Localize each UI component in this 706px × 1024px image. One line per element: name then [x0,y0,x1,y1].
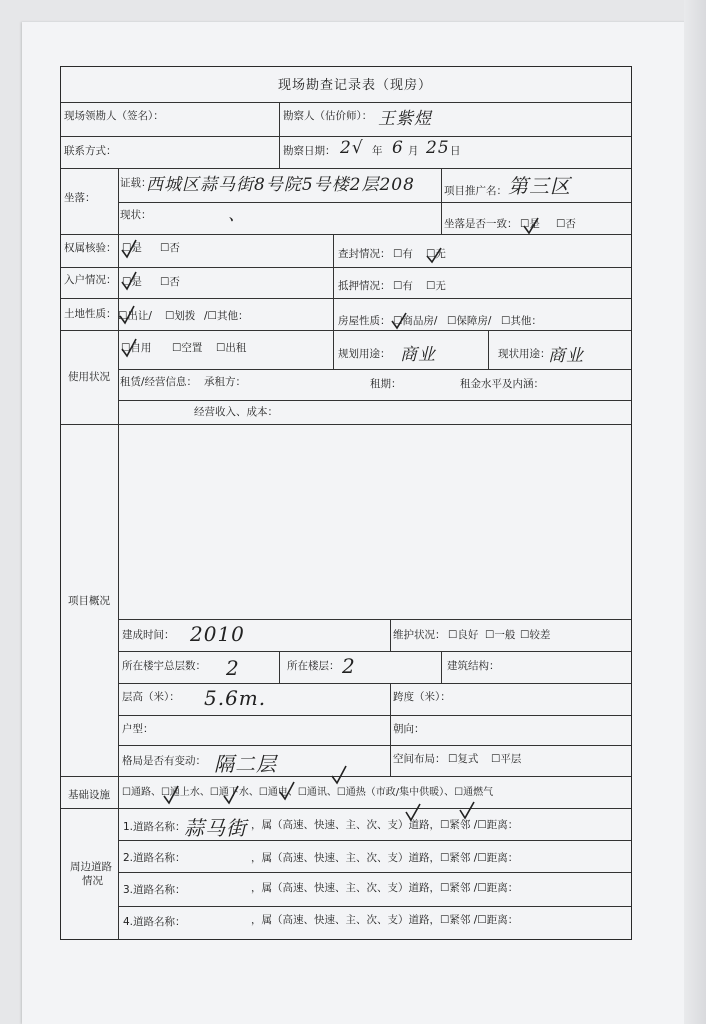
infra-power-check-icon [278,780,296,802]
entry-no[interactable]: ☐否 [160,276,180,288]
usage-rent[interactable]: ☐出租 [216,342,247,354]
date-year-unit: 年 [372,145,383,157]
date-day: 25 [426,138,450,158]
location-label: 坐落： [64,192,96,204]
planned-use-value: 商业 [400,345,436,365]
space-layout-label: 空间布局： [393,753,446,765]
infra-heat-check-icon [404,802,422,824]
lease-term-label: 租期： [370,378,402,390]
road-4-prefix: 4.道路名称： [123,916,186,928]
road-1-name: 蒜马街 [184,816,247,840]
lead-signature-label: 现场领勘人（签名）： [64,110,164,122]
floor-height-label: 层高（米）： [122,691,180,703]
house-commercial-check-icon [390,309,408,331]
date-label: 勘察日期： [283,145,336,157]
total-floors-value: 2 [226,656,240,680]
road-1-suffix: ，属（高速、快速、主、次、支）道路，☐紧邻 /☐距离： [251,819,519,831]
span-label: 跨度（米）： [393,691,451,703]
current-location-label: 现状： [120,209,152,221]
space-flat[interactable]: ☐平层 [491,753,522,765]
location-consistent-label: 坐落是否一致： [444,218,518,230]
infrastructure-options[interactable]: ☐通路、☐通上水、☐通下水、☐通电、☐通讯、☐通热（市政/集中供暖）、☐通燃气 [122,787,494,798]
surveyor-label: 勘察人（估价师）： [283,110,373,122]
space-duplex[interactable]: ☐复式 [448,753,479,765]
date-month-unit: 月 [408,145,419,157]
business-income-label: 经营收入、成本： [194,406,278,418]
floor-value: 2 [342,654,356,678]
land-option-allocation[interactable]: ☐划拨 [165,310,196,322]
cert-label: 证载： [120,177,152,189]
project-name-label: 项目推广名： [444,185,507,197]
entry-yes-check-icon [120,270,138,292]
infra-sewer-check-icon [222,784,240,806]
house-option-commercial[interactable]: ☐商品房/ [393,315,438,327]
maintenance-label: 维护状况： [393,629,446,641]
contact-label: 联系方式： [64,145,117,157]
current-location-value: 、 [228,205,246,225]
land-option-transfer[interactable]: ☐出让/ [118,310,152,322]
actual-use-label: 现状用途： [498,348,551,360]
location-consistent-no[interactable]: ☐否 [556,218,576,230]
mortgage-none[interactable]: ☐无 [426,280,446,292]
land-transfer-check-icon [118,304,136,326]
land-nature-label: 土地性质： [64,308,117,320]
date-day-unit: 日 [450,145,461,157]
floor-height-value: 5.6m. [204,686,267,710]
roads-label-line1: 周边道路 [70,861,112,873]
layout-change-value: 隔二层 [214,752,277,776]
built-time-value: 2010 [190,622,245,646]
infra-water-check-icon [162,784,180,806]
usage-self[interactable]: ☐自用 [121,342,152,354]
cert-address: 西城区蒜马街8号院5号楼2层208 [146,175,415,195]
form-title: 现场勘查记录表（现房） [278,78,433,93]
maintenance-normal[interactable]: ☐一般 [485,629,516,641]
rent-level-label: 租金水平及内涵： [460,378,544,390]
surveyor-signature: 王紫煜 [378,109,432,129]
layout-change-label: 格局是否有变动： [122,755,206,767]
road-4-suffix: ，属（高速、快速、主、次、支）道路，☐紧邻 /☐距离： [251,914,519,926]
house-option-other[interactable]: ☐其他： [501,315,542,327]
seal-none[interactable]: ☐无 [426,248,446,260]
unit-type-label: 户型： [122,723,154,735]
ownership-label: 权属核验： [64,242,117,254]
project-name: 第三区 [508,174,571,198]
seal-none-check-icon [425,244,443,266]
maintenance-good[interactable]: ☐良好 [448,629,479,641]
planned-use-label: 规划用途： [338,348,391,360]
orientation-label: 朝向： [393,723,425,735]
house-option-affordable[interactable]: ☐保障房/ [447,315,492,327]
entry-yes[interactable]: ☐是 [122,276,142,288]
date-year: 2√ [340,138,364,158]
lease-info-label: 租赁/经营信息： [120,376,198,388]
seal-label: 查封情况： [338,248,391,260]
road-3-prefix: 3.道路名称： [123,884,186,896]
road-2-prefix: 2.道路名称： [123,852,186,864]
house-nature-label: 房屋性质： [338,315,391,327]
road-1-prefix: 1.道路名称： [123,821,186,833]
total-floors-label: 所在楼宇总层数： [122,660,206,672]
tenant-label: 承租方： [204,376,246,388]
seal-has[interactable]: ☐有 [393,248,413,260]
maintenance-poor[interactable]: ☐较差 [520,629,551,641]
mortgage-label: 抵押情况： [338,280,391,292]
paper-edge [684,0,706,1024]
built-time-label: 建成时间： [122,629,175,641]
mortgage-has[interactable]: ☐有 [393,280,413,292]
overview-label: 项目概况 [68,595,110,607]
usage-label: 使用状况 [68,371,110,383]
location-consistent-yes[interactable]: ☐是 [520,218,540,230]
road-3-suffix: ，属（高速、快速、主、次、支）道路，☐紧邻 /☐距离： [251,882,519,894]
road-2-suffix: ，属（高速、快速、主、次、支）道路，☐紧邻 /☐距离： [251,852,519,864]
location-consistent-check-icon [522,214,540,236]
roads-label-line2: 情况 [82,875,103,887]
date-month: 6 [392,138,404,158]
infrastructure-label: 基础设施 [68,789,110,801]
ownership-no[interactable]: ☐否 [160,242,180,254]
floor-label: 所在楼层： [287,660,340,672]
land-option-other[interactable]: /☐其他： [204,310,249,322]
infra-telecom-check-icon [330,764,348,786]
usage-vacant[interactable]: ☐空置 [172,342,203,354]
entry-label: 入户情况： [64,274,117,286]
actual-use-value: 商业 [548,346,584,366]
ownership-yes[interactable]: ☐是 [122,242,142,254]
usage-self-check-icon [120,337,138,359]
road-1-adjacent-check-icon [458,800,476,822]
structure-label: 建筑结构： [447,660,500,672]
ownership-yes-check-icon [120,238,138,260]
